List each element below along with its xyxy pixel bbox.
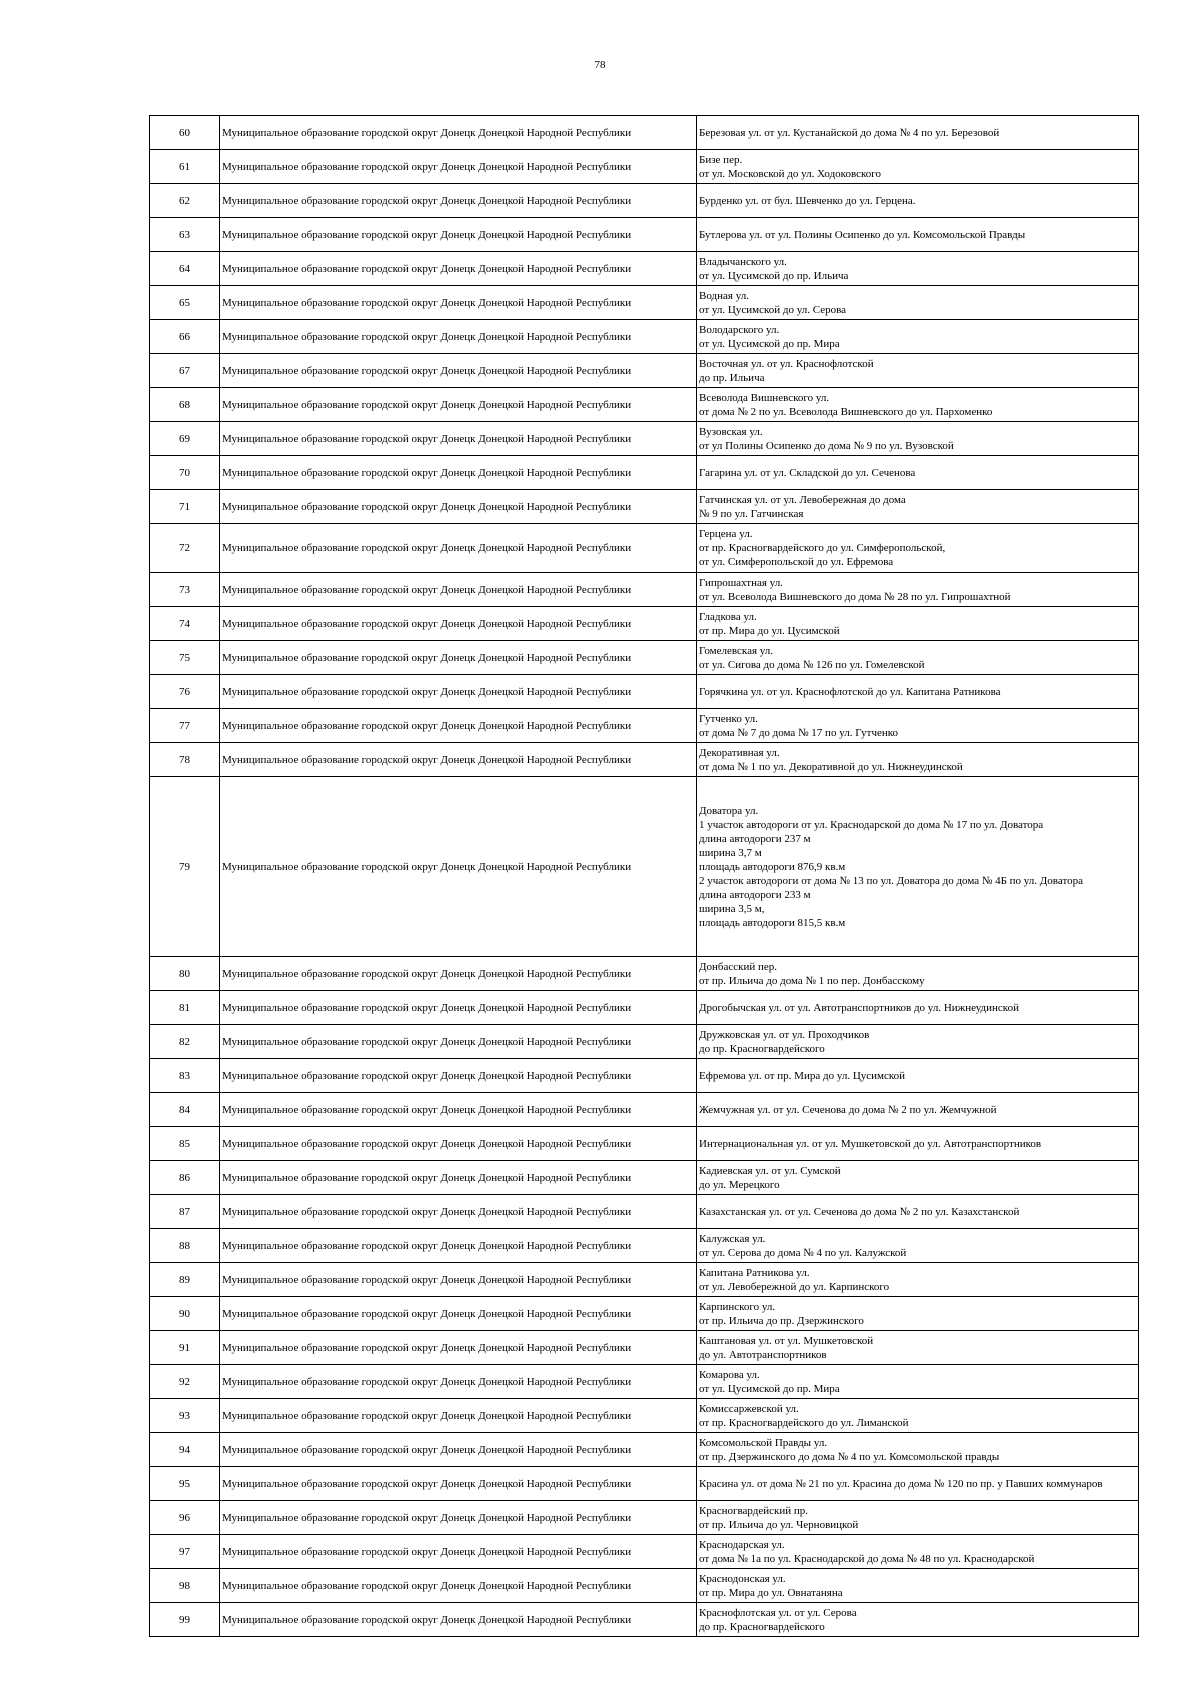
table-row: [150, 957, 1139, 991]
road-description-cell: Гагарина ул. от ул. Складской до ул. Сеченова: [697, 456, 1139, 490]
row-number: 83: [150, 1059, 220, 1093]
table-row: [150, 1195, 1139, 1229]
road-description-cell: Краснофлотская ул. от ул. Серова до пр. Красногвардейского: [697, 1603, 1139, 1637]
table-row: [150, 1229, 1139, 1263]
municipality-cell: Муниципальное образование городской округ Донецк Донецкой Народной Республики: [220, 1331, 697, 1365]
row-number: 98: [150, 1569, 220, 1603]
municipality-cell: Муниципальное образование городской округ Донецк Донецкой Народной Республики: [220, 1399, 697, 1433]
road-description-cell: Доватора ул. 1 участок автодороги от ул. Краснодарской до дома № 17 по ул. Доватора длина автодороги 237 м ширина 3,7 м площадь автодороги 876,9 кв.м 2 участок автодороги от дома № 13 по ул. Доватора до дома № 4Б по ул. Доватора длина автодороги 233 м ширина 3,5 м, площадь автодороги 815,5 кв.м: [697, 777, 1139, 957]
row-number: 90: [150, 1297, 220, 1331]
table-row: [150, 1569, 1139, 1603]
municipality-cell: Муниципальное образование городской округ Донецк Донецкой Народной Республики: [220, 675, 697, 709]
municipality-cell: Муниципальное образование городской округ Донецк Донецкой Народной Республики: [220, 490, 697, 524]
table-row: [150, 456, 1139, 490]
municipality-cell: Муниципальное образование городской округ Донецк Донецкой Народной Республики: [220, 1161, 697, 1195]
table-row: [150, 743, 1139, 777]
road-description-cell: Краснодонская ул. от пр. Мира до ул. Овнатаняна: [697, 1569, 1139, 1603]
row-number: 74: [150, 607, 220, 641]
row-number: 88: [150, 1229, 220, 1263]
row-number: 67: [150, 354, 220, 388]
table-row: [150, 1603, 1139, 1637]
road-description-cell: Водная ул. от ул. Цусимской до ул. Серова: [697, 286, 1139, 320]
municipality-cell: Муниципальное образование городской округ Донецк Донецкой Народной Республики: [220, 354, 697, 388]
page-number: 78: [594, 59, 606, 71]
row-number: 61: [150, 150, 220, 184]
municipality-cell: Муниципальное образование городской округ Донецк Донецкой Народной Республики: [220, 1229, 697, 1263]
road-description-cell: Калужская ул. от ул. Серова до дома № 4 по ул. Калужской: [697, 1229, 1139, 1263]
road-description-cell: Восточная ул. от ул. Краснофлотской до пр. Ильича: [697, 354, 1139, 388]
municipality-cell: Муниципальное образование городской округ Донецк Донецкой Народной Республики: [220, 957, 697, 991]
municipality-cell: Муниципальное образование городской округ Донецк Донецкой Народной Республики: [220, 184, 697, 218]
table-row: [150, 1263, 1139, 1297]
table-row: [150, 422, 1139, 456]
table-row: [150, 777, 1139, 957]
table-row: [150, 218, 1139, 252]
municipality-cell: Муниципальное образование городской округ Донецк Донецкой Народной Республики: [220, 320, 697, 354]
road-description-cell: Каштановая ул. от ул. Мушкетовской до ул. Автотранспортников: [697, 1331, 1139, 1365]
municipality-cell: Муниципальное образование городской округ Донецк Донецкой Народной Республики: [220, 1569, 697, 1603]
table-row: [150, 1433, 1139, 1467]
table-row: [150, 1161, 1139, 1195]
row-number: 91: [150, 1331, 220, 1365]
road-description-cell: Герцена ул. от пр. Красногвардейского до ул. Симферопольской, от ул. Симферопольской до ул. Ефремова: [697, 524, 1139, 573]
municipality-cell: Муниципальное образование городской округ Донецк Донецкой Народной Республики: [220, 607, 697, 641]
table-row: [150, 1467, 1139, 1501]
road-description-cell: Бутлерова ул. от ул. Полины Осипенко до ул. Комсомольской Правды: [697, 218, 1139, 252]
road-description-cell: Володарского ул. от ул. Цусимской до пр. Мира: [697, 320, 1139, 354]
table-row: [150, 524, 1139, 573]
table-row: [150, 388, 1139, 422]
row-number: 71: [150, 490, 220, 524]
municipality-cell: Муниципальное образование городской округ Донецк Донецкой Народной Республики: [220, 1025, 697, 1059]
municipality-cell: Муниципальное образование городской округ Донецк Донецкой Народной Республики: [220, 573, 697, 607]
municipality-cell: Муниципальное образование городской округ Донецк Донецкой Народной Республики: [220, 1603, 697, 1637]
municipality-cell: Муниципальное образование городской округ Донецк Донецкой Народной Республики: [220, 1059, 697, 1093]
row-number: 96: [150, 1501, 220, 1535]
road-description-cell: Бизе пер. от ул. Московской до ул. Ходоковского: [697, 150, 1139, 184]
row-number: 76: [150, 675, 220, 709]
roads-table: [149, 115, 1139, 1637]
road-description-cell: Краснодарская ул. от дома № 1а по ул. Краснодарской до дома № 48 по ул. Краснодарской: [697, 1535, 1139, 1569]
table-row: [150, 1501, 1139, 1535]
municipality-cell: Муниципальное образование городской округ Донецк Донецкой Народной Республики: [220, 388, 697, 422]
row-number: 72: [150, 524, 220, 573]
road-description-cell: Гутченко ул. от дома № 7 до дома № 17 по ул. Гутченко: [697, 709, 1139, 743]
road-description-cell: Казахстанская ул. от ул. Сеченова до дома № 2 по ул. Казахстанской: [697, 1195, 1139, 1229]
municipality-cell: Муниципальное образование городской округ Донецк Донецкой Народной Республики: [220, 991, 697, 1025]
roads-table-body: [150, 116, 1139, 1637]
municipality-cell: Муниципальное образование городской округ Донецк Донецкой Народной Республики: [220, 777, 697, 957]
municipality-cell: Муниципальное образование городской округ Донецк Донецкой Народной Республики: [220, 641, 697, 675]
table-row: [150, 675, 1139, 709]
road-description-cell: Всеволода Вишневского ул. от дома № 2 по ул. Всеволода Вишневского до ул. Пархоменко: [697, 388, 1139, 422]
row-number: 99: [150, 1603, 220, 1637]
road-description-cell: Вузовская ул. от ул Полины Осипенко до дома № 9 по ул. Вузовской: [697, 422, 1139, 456]
table-row: [150, 150, 1139, 184]
road-description-cell: Капитана Ратникова ул. от ул. Левобережной до ул. Карпинского: [697, 1263, 1139, 1297]
row-number: 89: [150, 1263, 220, 1297]
municipality-cell: Муниципальное образование городской округ Донецк Донецкой Народной Республики: [220, 116, 697, 150]
row-number: 68: [150, 388, 220, 422]
row-number: 77: [150, 709, 220, 743]
row-number: 78: [150, 743, 220, 777]
row-number: 86: [150, 1161, 220, 1195]
municipality-cell: Муниципальное образование городской округ Донецк Донецкой Народной Республики: [220, 1263, 697, 1297]
row-number: 65: [150, 286, 220, 320]
row-number: 70: [150, 456, 220, 490]
table-row: [150, 1365, 1139, 1399]
row-number: 87: [150, 1195, 220, 1229]
row-number: 94: [150, 1433, 220, 1467]
road-description-cell: Бурденко ул. от бул. Шевченко до ул. Герцена.: [697, 184, 1139, 218]
row-number: 66: [150, 320, 220, 354]
municipality-cell: Муниципальное образование городской округ Донецк Донецкой Народной Республики: [220, 709, 697, 743]
road-description-cell: Комсомольской Правды ул. от пр. Дзержинского до дома № 4 по ул. Комсомольской правды: [697, 1433, 1139, 1467]
road-description-cell: Владычанского ул. от ул. Цусимской до пр. Ильича: [697, 252, 1139, 286]
row-number: 81: [150, 991, 220, 1025]
row-number: 63: [150, 218, 220, 252]
row-number: 62: [150, 184, 220, 218]
municipality-cell: Муниципальное образование городской округ Донецк Донецкой Народной Республики: [220, 1467, 697, 1501]
table-row: [150, 354, 1139, 388]
table-row: [150, 1093, 1139, 1127]
table-row: [150, 641, 1139, 675]
table-row: [150, 320, 1139, 354]
municipality-cell: Муниципальное образование городской округ Донецк Донецкой Народной Республики: [220, 524, 697, 573]
road-description-cell: Горячкина ул. от ул. Краснофлотской до ул. Капитана Ратникова: [697, 675, 1139, 709]
row-number: 95: [150, 1467, 220, 1501]
road-description-cell: Гипрошахтная ул. от ул. Всеволода Вишневского до дома № 28 по ул. Гипрошахтной: [697, 573, 1139, 607]
road-description-cell: Дружковская ул. от ул. Проходчиков до пр. Красногвардейского: [697, 1025, 1139, 1059]
row-number: 80: [150, 957, 220, 991]
table-row: [150, 1535, 1139, 1569]
road-description-cell: Донбасский пер. от пр. Ильича до дома № 1 по пер. Донбасскому: [697, 957, 1139, 991]
road-description-cell: Дрогобычская ул. от ул. Автотранспортников до ул. Нижнеудинской: [697, 991, 1139, 1025]
row-number: 93: [150, 1399, 220, 1433]
row-number: 69: [150, 422, 220, 456]
row-number: 79: [150, 777, 220, 957]
table-row: [150, 991, 1139, 1025]
road-description-cell: Комарова ул. от ул. Цусимской до пр. Мира: [697, 1365, 1139, 1399]
row-number: 84: [150, 1093, 220, 1127]
municipality-cell: Муниципальное образование городской округ Донецк Донецкой Народной Республики: [220, 218, 697, 252]
row-number: 82: [150, 1025, 220, 1059]
municipality-cell: Муниципальное образование городской округ Донецк Донецкой Народной Республики: [220, 1501, 697, 1535]
table-row: [150, 184, 1139, 218]
road-description-cell: Декоративная ул. от дома № 1 по ул. Декоративной до ул. Нижнеудинской: [697, 743, 1139, 777]
table-row: [150, 490, 1139, 524]
row-number: 92: [150, 1365, 220, 1399]
table-row: [150, 1059, 1139, 1093]
table-row: [150, 1127, 1139, 1161]
table-row: [150, 607, 1139, 641]
table-row: [150, 1025, 1139, 1059]
table-row: [150, 286, 1139, 320]
table-row: [150, 709, 1139, 743]
municipality-cell: Муниципальное образование городской округ Донецк Донецкой Народной Республики: [220, 252, 697, 286]
table-row: [150, 1297, 1139, 1331]
road-description-cell: Интернациональная ул. от ул. Мушкетовской до ул. Автотранспортников: [697, 1127, 1139, 1161]
road-description-cell: Кадиевская ул. от ул. Сумской до ул. Мерецкого: [697, 1161, 1139, 1195]
row-number: 85: [150, 1127, 220, 1161]
row-number: 73: [150, 573, 220, 607]
road-description-cell: Ефремова ул. от пр. Мира до ул. Цусимской: [697, 1059, 1139, 1093]
road-description-cell: Жемчужная ул. от ул. Сеченова до дома № 2 по ул. Жемчужной: [697, 1093, 1139, 1127]
road-description-cell: Карпинского ул. от пр. Ильича до пр. Дзержинского: [697, 1297, 1139, 1331]
municipality-cell: Муниципальное образование городской округ Донецк Донецкой Народной Республики: [220, 1127, 697, 1161]
municipality-cell: Муниципальное образование городской округ Донецк Донецкой Народной Республики: [220, 1365, 697, 1399]
road-description-cell: Гладкова ул. от пр. Мира до ул. Цусимской: [697, 607, 1139, 641]
municipality-cell: Муниципальное образование городской округ Донецк Донецкой Народной Республики: [220, 150, 697, 184]
table-row: [150, 1399, 1139, 1433]
municipality-cell: Муниципальное образование городской округ Донецк Донецкой Народной Республики: [220, 1535, 697, 1569]
row-number: 75: [150, 641, 220, 675]
municipality-cell: Муниципальное образование городской округ Донецк Донецкой Народной Республики: [220, 1297, 697, 1331]
road-description-cell: Красногвардейский пр. от пр. Ильича до ул. Черновицкой: [697, 1501, 1139, 1535]
table-row: [150, 116, 1139, 150]
row-number: 64: [150, 252, 220, 286]
municipality-cell: Муниципальное образование городской округ Донецк Донецкой Народной Республики: [220, 456, 697, 490]
road-description-cell: Красина ул. от дома № 21 по ул. Красина до дома № 120 по пр. у Павших коммунаров: [697, 1467, 1139, 1501]
row-number: 60: [150, 116, 220, 150]
municipality-cell: Муниципальное образование городской округ Донецк Донецкой Народной Республики: [220, 422, 697, 456]
road-description-cell: Гомелевская ул. от ул. Сигова до дома № 126 по ул. Гомелевской: [697, 641, 1139, 675]
road-description-cell: Березовая ул. от ул. Кустанайской до дома № 4 по ул. Березовой: [697, 116, 1139, 150]
row-number: 97: [150, 1535, 220, 1569]
municipality-cell: Муниципальное образование городской округ Донецк Донецкой Народной Республики: [220, 1433, 697, 1467]
road-description-cell: Комиссаржевской ул. от пр. Красногвардейского до ул. Лиманской: [697, 1399, 1139, 1433]
table-row: [150, 573, 1139, 607]
municipality-cell: Муниципальное образование городской округ Донецк Донецкой Народной Республики: [220, 286, 697, 320]
table-row: [150, 252, 1139, 286]
municipality-cell: Муниципальное образование городской округ Донецк Донецкой Народной Республики: [220, 1093, 697, 1127]
municipality-cell: Муниципальное образование городской округ Донецк Донецкой Народной Республики: [220, 743, 697, 777]
road-description-cell: Гатчинская ул. от ул. Левобережная до дома № 9 по ул. Гатчинская: [697, 490, 1139, 524]
table-row: [150, 1331, 1139, 1365]
municipality-cell: Муниципальное образование городской округ Донецк Донецкой Народной Республики: [220, 1195, 697, 1229]
